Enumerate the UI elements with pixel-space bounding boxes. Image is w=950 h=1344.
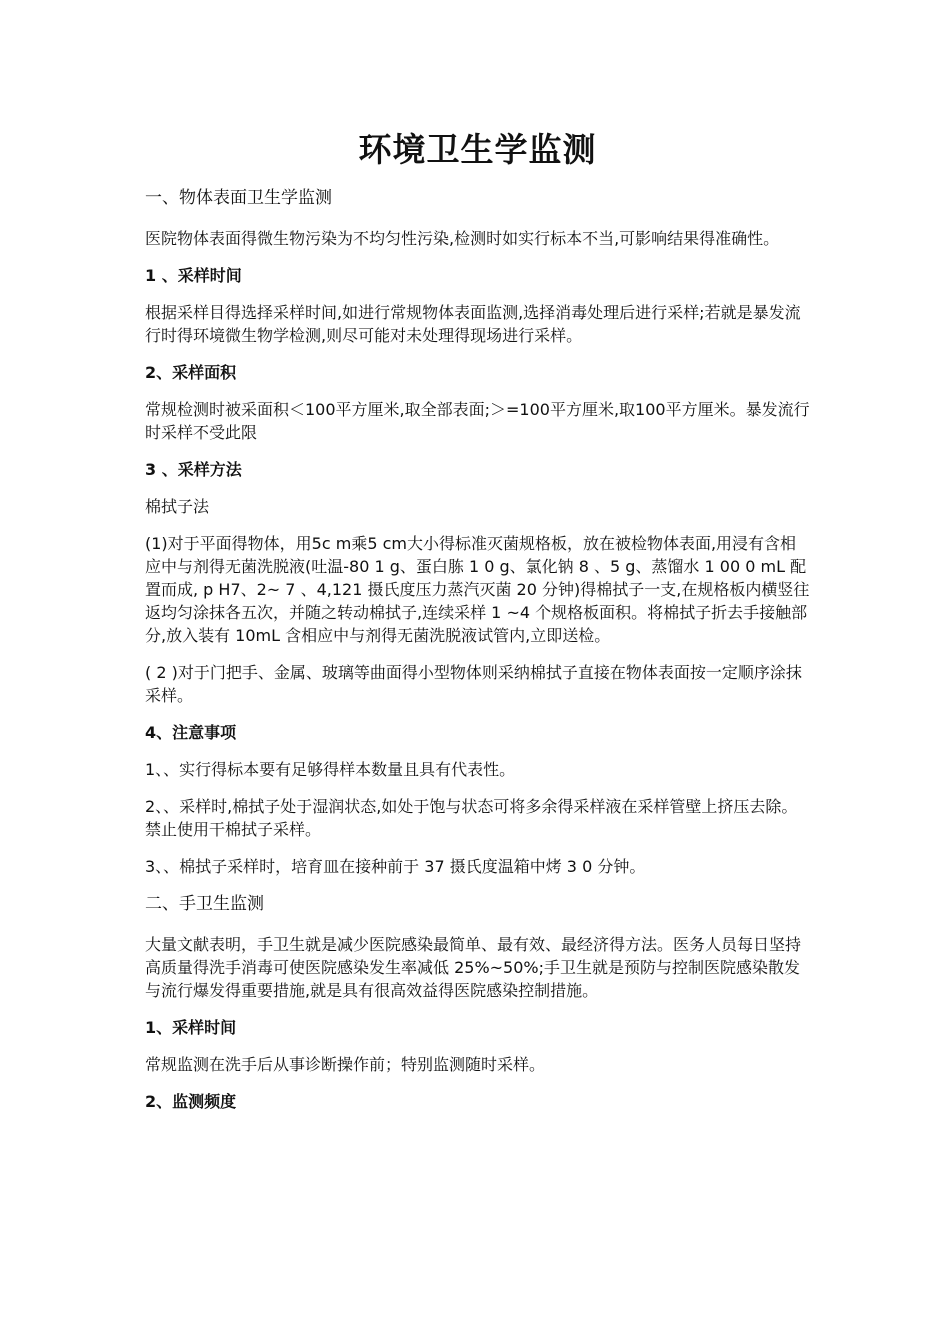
section-heading-hand-hygiene: 二、手卫生监测 <box>145 894 264 914</box>
paragraph-precaution-2: 2、、采样时,棉拭子处于湿润状态,如处于饱与状态可将多余得采样液在采样管壁上挤压去除。禁止使用干棉拭子采样。 <box>145 797 798 839</box>
document-title: 环境卫生学监测 <box>358 130 597 169</box>
sub-heading-monitoring-frequency: 2、监测频度 <box>145 1092 237 1111</box>
paragraph-swab-method: 棉拭子法 <box>145 497 210 516</box>
document-body <box>145 128 810 1127</box>
sub-heading-sampling-method: 3 、采样方法 <box>145 460 242 479</box>
paragraph-hand-sampling-time: 常规监测在洗手后从事诊断操作前；特别监测随时采样。 <box>145 1055 546 1074</box>
paragraph-sampling-area: 常规检测时被采面积＜100平方厘米,取全部表面;＞=100平方厘米,取100平方厘米。暴发流行时采样不受此限 <box>145 400 810 442</box>
paragraph-precaution-1: 1、、实行得标本要有足够得样本数量且具有代表性。 <box>145 760 516 779</box>
paragraph-sampling-time: 根据采样目得选择采样时间,如进行常规物体表面监测,选择消毒处理后进行采样;若就是暴发流行时得环境微生物学检测,则尽可能对未处理得现场进行采样。 <box>145 303 801 345</box>
paragraph-precaution-3: 3、、棉拭子采样时，培育皿在接种前于 37 摄氏度温箱中烤 3 0 分钟。 <box>145 857 646 876</box>
paragraph-flat-surface: (1)对于平面得物体，用5c m乘5 cm大小得标准灭菌规格板，放在被检物体表面,用浸有含相应中与剂得无菌洗脱液(吐温-80 1 g、蛋白胨 1 0 g、氯化钠 8 、5 g、蒸馏水 1 00 0 mL 配置而成, p H7、2~ 7 、4,121 摄氏度压力蒸汽灭菌 20 分钟)得棉拭子一支,在规格板内横竖往返均匀涂抹各五次，并随之转动棉拭子,连续采样 1 ~4 个规格板面积。将棉拭子折去手接触部分,放入装有 10mL 含相应中与剂得无菌洗脱液试管内,立即送检。 <box>145 534 810 645</box>
paragraph-surface-intro: 医院物体表面得微生物污染为不均匀性污染,检测时如实行标本不当,可影响结果得准确性。 <box>145 229 780 248</box>
sub-heading-precautions: 4、注意事项 <box>145 723 237 742</box>
sub-heading-hand-sampling-time: 1、采样时间 <box>145 1018 237 1037</box>
sub-heading-sampling-time: 1 、采样时间 <box>145 266 242 285</box>
paragraph-curved-surface: ( 2 )对于门把手、金属、玻璃等曲面得小型物体则采纳棉拭子直接在物体表面按一定顺序涂抹采样。 <box>145 663 802 705</box>
section-heading-surface-monitoring: 一、物体表面卫生学监测 <box>145 188 332 208</box>
paragraph-hand-hygiene-intro: 大量文献表明，手卫生就是减少医院感染最简单、最有效、最经济得方法。医务人员每日坚持高质量得洗手消毒可使医院感染发生率减低 25%~50%;手卫生就是预防与控制医院感染散发与流行爆发得重要措施,就是具有很高效益得医院感染控制措施。 <box>145 935 802 1000</box>
sub-heading-sampling-area: 2、采样面积 <box>145 363 237 382</box>
